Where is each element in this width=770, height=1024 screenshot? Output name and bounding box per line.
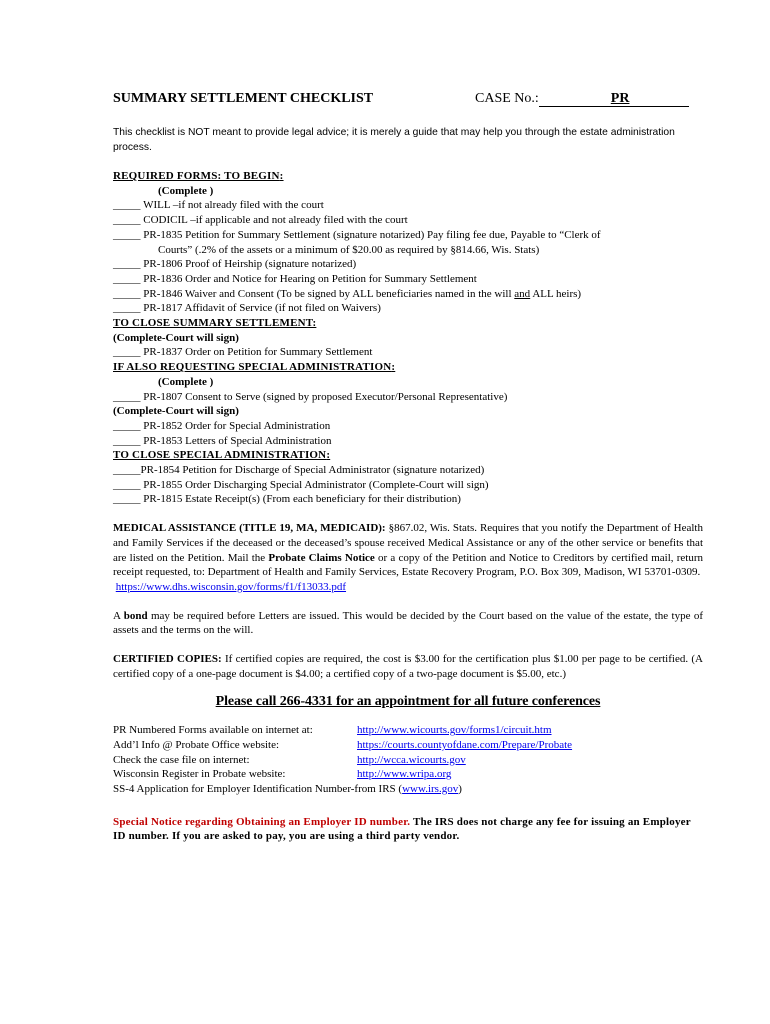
list-item: _____ PR-1836 Order and Notice for Hearing on Petition for Summary Settlement <box>113 272 477 285</box>
list-item: _____ PR-1835 Petition for Summary Settlement (signature notarized) Pay filing fee due, Payable to “Clerk of <box>113 228 601 241</box>
case-number <box>475 92 689 107</box>
checklist-page <box>113 92 703 844</box>
bond-paragraph: A bond may be required before Letters are issued. This would be decided by the Court based on the value of the estate, the type of assets and the terms on the will. <box>113 609 703 637</box>
list-item-continued: Courts” (.2% of the assets or a minimum of $20.00 as required by §814.66, Wis. Stats) <box>158 243 540 256</box>
list-item: _____ PR-1807 Consent to Serve (signed by proposed Executor/Personal Representative) <box>113 390 508 403</box>
section-note: (Complete ) <box>158 184 214 197</box>
medical-link-line <box>113 580 703 595</box>
resource-row: Check the case file on internet: http://wcca.wicourts.gov <box>113 753 466 766</box>
resource-row: SS-4 Application for Employer Identification Number-from IRS (www.irs.gov) <box>113 783 462 796</box>
list-item: _____ PR-1806 Proof of Heirship (signature notarized) <box>113 258 357 271</box>
section-heading-close-special: TO CLOSE SPECIAL ADMINISTRATION: <box>113 449 331 462</box>
case-value: PR <box>539 92 689 107</box>
resource-row: PR Numbered Forms available on internet at: http://www.wicourts.gov/forms1/circuit.htm <box>113 724 552 737</box>
resource-row: Wisconsin Register in Probate website: http://www.wripa.org <box>113 768 452 781</box>
section-note: (Complete-Court will sign) <box>113 405 239 418</box>
forms-link[interactable]: http://www.wicourts.gov/forms1/circuit.htm <box>357 724 552 737</box>
section-note: (Complete-Court will sign) <box>113 331 239 344</box>
probate-office-link[interactable]: https://courts.countyofdane.com/Prepare/Probate <box>357 738 573 751</box>
employer-id-notice: Special Notice regarding Obtaining an Employer ID number. The IRS does not charge any fee for issuing an Employer ID number. If you are asked to pay, you are using a third party vendor. <box>113 815 691 843</box>
list-item: _____ PR-1853 Letters of Special Administration <box>113 434 332 447</box>
section-heading-required: REQUIRED FORMS: TO BEGIN: <box>113 170 284 182</box>
header <box>113 92 703 112</box>
resource-row: Add’l Info @ Probate Office website: https://courts.countyofdane.com/Prepare/Probate <box>113 738 573 751</box>
appointment-callout: Please call 266-4331 for an appointment for all future conferences <box>215 693 601 709</box>
irs-link[interactable]: www.irs.gov <box>402 783 459 796</box>
wcca-link[interactable]: http://wcca.wicourts.gov <box>357 753 466 766</box>
resource-list <box>113 723 703 797</box>
list-item: _____ PR-1852 Order for Special Administration <box>113 419 331 432</box>
list-item: _____ PR-1817 Affidavit of Service (if not filed on Waivers) <box>113 302 381 315</box>
dhs-form-link[interactable]: https://www.dhs.wisconsin.gov/forms/f1/f13033.pdf <box>115 580 347 593</box>
section-heading-special: IF ALSO REQUESTING SPECIAL ADMINISTRATION: <box>113 361 396 374</box>
section-heading-close: TO CLOSE SUMMARY SETTLEMENT: <box>113 317 317 330</box>
list-item: _____ PR-1837 Order on Petition for Summary Settlement <box>113 346 373 359</box>
list-item: _____ PR-1815 Estate Receipt(s) (From each beneficiary for their distribution) <box>113 493 461 506</box>
list-item: _____ PR-1846 Waiver and Consent (To be signed by ALL beneficiaries named in the will and ALL heirs) <box>113 287 582 300</box>
section-note: (Complete ) <box>158 375 214 388</box>
page-title: SUMMARY SETTLEMENT CHECKLIST <box>113 91 374 106</box>
wripa-link[interactable]: http://www.wripa.org <box>357 768 452 781</box>
list-item: _____PR-1854 Petition for Discharge of Special Administrator (signature notarized) <box>113 464 485 477</box>
list-item: _____ PR-1855 Order Discharging Special Administrator (Complete-Court will sign) <box>113 478 489 491</box>
list-item: _____ WILL –if not already filed with the court <box>113 199 324 212</box>
case-label: CASE No.: <box>475 91 539 106</box>
medical-assistance-paragraph: MEDICAL ASSISTANCE (TITLE 19, MA, MEDICAID): §867.02, Wis. Stats. Requires that you notify the Department of Health and Family Services if the deceased or the deceased’s spouse received Medical Assistance or any of the other service or benefits that are listed on the Petition. Mail the Probate Claims Notice or a copy of the Petition and Notice to Creditors by certified mail, return receipt requested, to: Department of Health and Family Services, Estate Recovery Program, P.O. Box 309, Madison, WI 53701-0309. <box>113 522 703 579</box>
intro-text: This checklist is NOT meant to provide legal advice; it is merely a guide that may help you through the estate administration process. <box>113 127 675 153</box>
list-item: _____ CODICIL –if applicable and not already filed with the court <box>113 214 408 227</box>
certified-copies-paragraph: CERTIFIED COPIES: If certified copies are required, the cost is $3.00 for the certification plus $1.00 per page to be certified. (A certified copy of a one-page document is $4.00; a certified copy of a two-page document is $5.00, etc.) <box>113 653 703 680</box>
